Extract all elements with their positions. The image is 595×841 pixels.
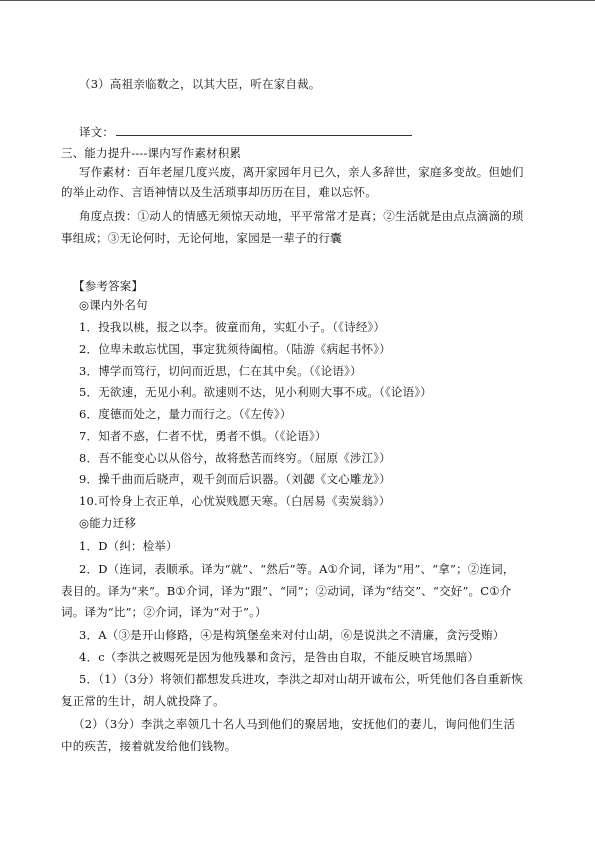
answer-blank-underline (116, 124, 412, 136)
answer-item-continued: 中的疾苦，接着就发给他们钱物。 (61, 739, 237, 753)
page-top-rule (0, 0, 595, 1)
text-line: 角度点拨：①动人的情感无须惊天动地，平平常常才是真；②生活就是由点点滴滴的琐 (79, 209, 524, 223)
answer-item-continued: 词。译为“比”；②介词，译为“对于”。） (61, 605, 267, 619)
answer-item: 10.可怜身上衣正单，心忧炭贱愿天寒。（白居易《卖炭翁》） (79, 494, 391, 508)
text-line: （3）高祖亲临数之，以其大臣，听在家自裁。 (79, 77, 321, 91)
answer-item-continued: 复正常的生计，胡人就投降了。 (61, 694, 225, 708)
answer-item: 5．无欲速，无见小利。欲速则不达，见小利则大事不成。（《论语》） (79, 385, 432, 399)
answer-item: 6．度德而处之，量力而行之。（《左传》） (79, 407, 292, 421)
subsection-heading: ◎能力迁移 (79, 516, 137, 530)
text-line: 事组成；③无论何时，无论何地，家园是一辈子的行囊 (61, 231, 342, 245)
answer-item: 3．A（③是开山修路，④是构筑堡垒来对付山胡，⑥是说洪之不清廉，贪污受贿） (79, 628, 505, 642)
answers-heading: 【参考答案】 (73, 279, 144, 293)
translation-label: 译文： (79, 125, 115, 139)
answer-item: 3．博学而笃行，切问而近思，仁在其中矣。（《论语》） (79, 364, 362, 378)
answer-item: 9．操千曲而后晓声，观千剑而后识器。（刘勰《文心雕龙》） (79, 472, 391, 486)
answer-item: （2）（3分）李洪之率领几十名人马到他们的聚居地，安抚他们的妻儿，询问他们生活 (73, 717, 516, 731)
text-line: 写作素材：百年老屋几度兴废，离开家园年月已久，亲人多辞世，家庭多变故。但她们 (79, 165, 524, 179)
answer-item: 2．D（连词，表顺承。译为“就”、“然后”等。A①介词，译为“用”、“拿”；②连词， (79, 562, 515, 576)
answer-item: 5．（1）（3分）将领们都想发兵进攻，李洪之却对山胡开诚布公，听凭他们各自重新恢 (79, 672, 523, 686)
section-heading: 三、能力提升----课内写作素材积累 (61, 146, 242, 160)
answer-item-continued: 表目的。译为“来”。B①介词，译为“跟”、“同”；②动词，译为“结交”、“交好”。C①介 (61, 584, 512, 598)
answer-item: 7．知者不惑，仁者不忧，勇者不惧。（《论语》） (79, 429, 327, 443)
answer-item: 4．c（李洪之被赐死是因为他残暴和贪污，是咎由自取，不能反映官场黑暗） (79, 650, 480, 664)
answer-item: 8．吾不能变心以从俗兮，故将愁苦而终穷。（屈原《涉江》） (79, 451, 391, 465)
answer-item: 1．投我以桃，报之以李。彼童而角，实虹小子。（《诗经》） (79, 320, 386, 334)
text-line: 的举止动作、言语神情以及生活琐事却历历在目，难以忘怀。 (61, 185, 377, 199)
answer-item: 2．位卑未敢忘忧国，事定犹须待阖棺。（陆游《病起书怀》） (79, 342, 391, 356)
answer-item: 1．D（纠：检举） (79, 539, 178, 553)
subsection-heading: ◎课内外名句 (79, 298, 148, 312)
translation-line (79, 124, 412, 140)
